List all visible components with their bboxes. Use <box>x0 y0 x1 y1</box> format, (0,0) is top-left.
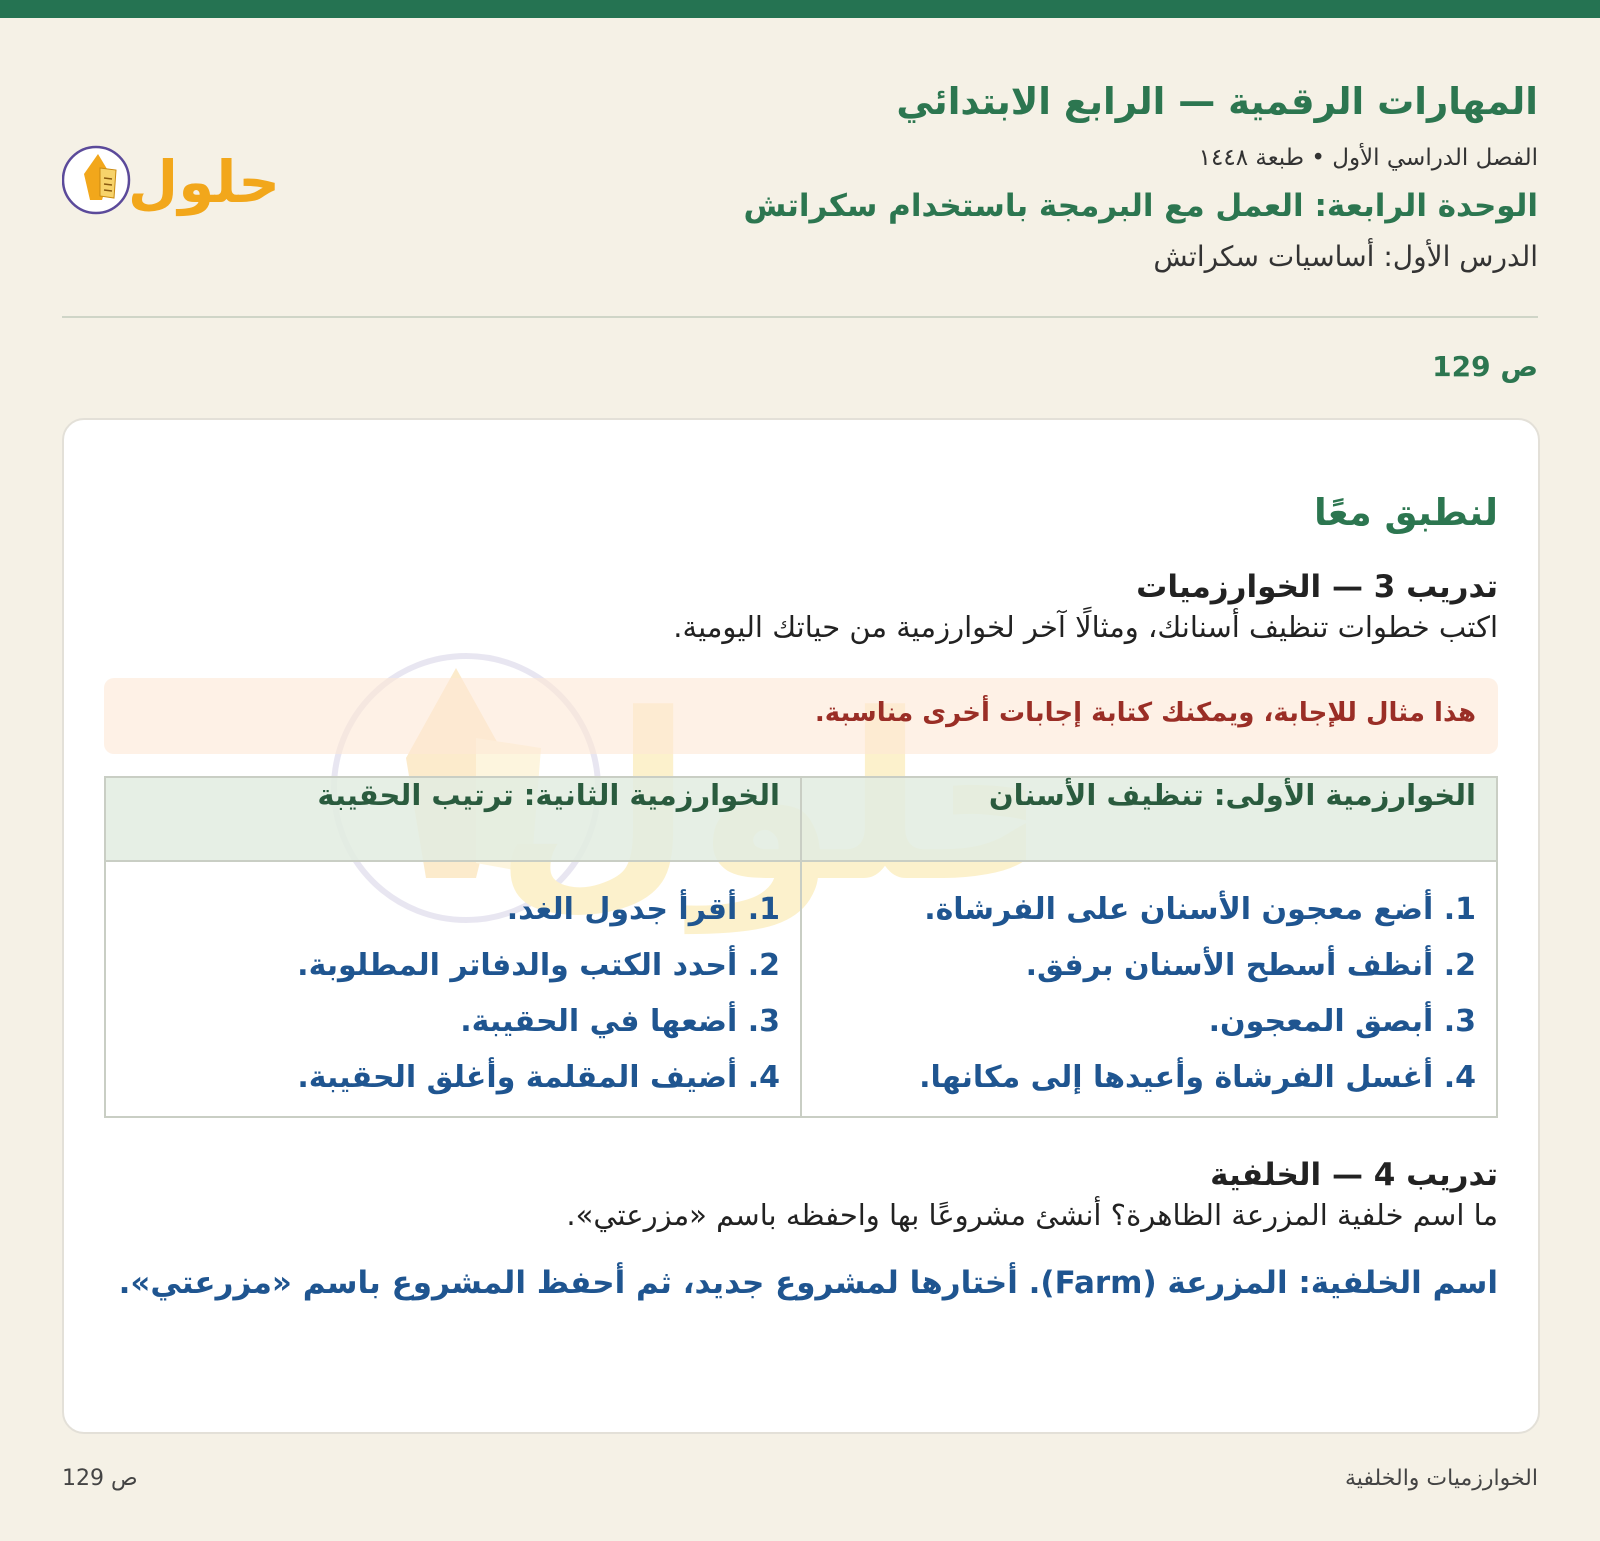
top-accent-bar <box>0 0 1600 18</box>
logo-text: حلول <box>127 148 281 216</box>
answer-note-text: هذا مثال للإجابة، ويمكنك كتابة إجابات أخرى مناسبة. <box>814 698 1476 728</box>
algorithm-2-steps <box>126 882 780 1106</box>
exercise-4-title: تدريب 4 — الخلفية <box>1210 1157 1498 1193</box>
hulul-logo <box>62 134 282 224</box>
page-header <box>62 72 1538 322</box>
list-item: 4. أضيف المقلمة وأغلق الحقيبة. <box>297 1060 780 1095</box>
exercise-3-question: اكتب خطوات تنظيف أسنانك، ومثالًا آخر لخوارزمية من حياتك اليومية. <box>673 610 1498 644</box>
list-item: 1. أقرأ جدول الغد. <box>506 892 780 927</box>
book-title: المهارات الرقمية — الرابع الابتدائي <box>896 80 1538 123</box>
list-item: 4. أغسل الفرشاة وأعيدها إلى مكانها. <box>919 1060 1476 1095</box>
algorithm-1-cell <box>801 861 1497 1117</box>
table-row <box>105 861 1497 1117</box>
table-header-row <box>105 777 1497 861</box>
footer-topic: الخوارزميات والخلفية <box>1344 1466 1538 1491</box>
algorithm-2-cell <box>105 861 801 1117</box>
header-divider <box>62 316 1538 318</box>
header-titles <box>743 72 1538 278</box>
page-number: ص 129 <box>1432 350 1538 383</box>
list-item: 1. أضع معجون الأسنان على الفرشاة. <box>924 892 1476 927</box>
hulul-logo-icon <box>62 134 282 224</box>
list-item: 2. أنظف أسطح الأسنان برفق. <box>1025 948 1476 983</box>
exercise-4-question: ما اسم خلفية المزرعة الظاهرة؟ أنشئ مشروعًا بها واحفظه باسم «مزرعتي». <box>566 1198 1498 1232</box>
algorithm-1-steps <box>822 882 1476 1106</box>
algorithms-table <box>104 776 1498 1118</box>
lesson-title: الدرس الأول: أساسيات سكراتش <box>1153 240 1538 273</box>
list-item: 2. أحدد الكتب والدفاتر المطلوبة. <box>297 948 780 983</box>
section-title: لنطبق معًا <box>1313 490 1498 534</box>
table-header-algorithm-1: الخوارزمية الأولى: تنظيف الأسنان <box>801 777 1497 861</box>
unit-title: الوحدة الرابعة: العمل مع البرمجة باستخدام سكراتش <box>743 188 1538 224</box>
exercise-4-answer: اسم الخلفية: المزرعة (Farm). أختارها لمشروع جديد، ثم أحفظ المشروع باسم «مزرعتي». <box>118 1265 1498 1301</box>
solution-card <box>62 418 1540 1434</box>
table-header-algorithm-2: الخوارزمية الثانية: ترتيب الحقيبة <box>105 777 801 861</box>
exercise-3-title: تدريب 3 — الخوارزميات <box>1136 569 1498 605</box>
list-item: 3. أبصق المعجون. <box>1208 1004 1476 1039</box>
semester-edition: الفصل الدراسي الأول • طبعة ١٤٤٨ <box>1198 145 1538 171</box>
footer-page-number: ص 129 <box>62 1466 138 1491</box>
list-item: 3. أضعها في الحقيبة. <box>460 1004 780 1039</box>
answer-note <box>104 678 1498 754</box>
